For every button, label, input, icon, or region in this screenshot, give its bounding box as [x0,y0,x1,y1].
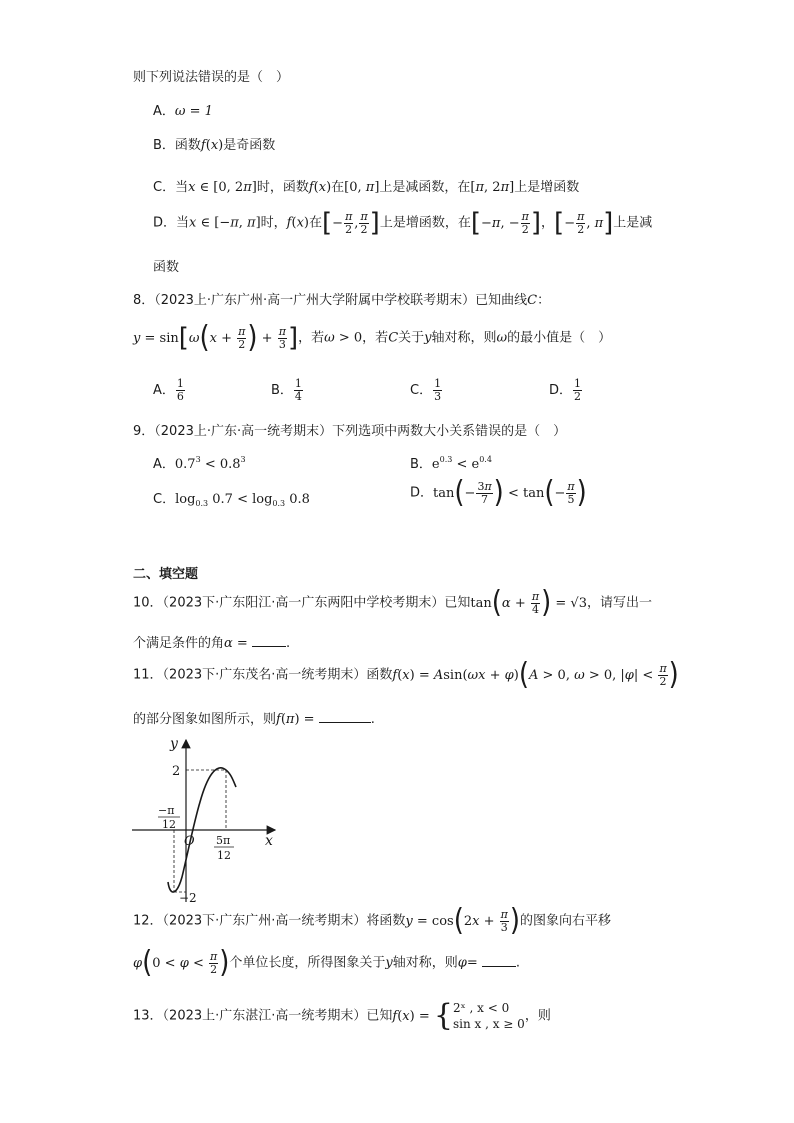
option-text: 在 [308,215,322,231]
stem-text: . [515,955,521,971]
q8-line2 [133,320,612,356]
stem-text: ，请写出一 [586,595,652,611]
stem-text: 10．（2023下·广东阳江·高一广东两阳中学校考期末）已知 [133,595,471,611]
section-title: 二、填空题 [133,567,199,582]
stem-text: ，若 [362,330,389,346]
math-y: y [424,330,432,346]
q11-line2 [133,708,375,727]
stem-text: . [370,712,375,727]
option-text: 上是增函数，在 [379,215,471,231]
math-expr: $e^{0.3} < e^{0.4}$ [431,455,492,472]
case-2: sin x , x ≥ 0 [452,1017,525,1031]
q8-option-c [410,378,443,403]
math-interval: [π, 2π] [470,180,515,195]
stem-text: 个单位长度，所得图象关于 [229,955,386,971]
option-text: 是奇函数 [223,138,276,153]
stem-text: 12．（2023下·广东广州·高一统考期末）将函数 [133,913,406,929]
math-omega: ω [496,330,508,346]
q9-option-b [410,453,492,472]
y-label: y [170,736,178,752]
q9-option-a [153,453,246,472]
stem-text: 个满足条件的角 [133,636,225,651]
math-expr: tan(α + $\frac{\pi}{4}$ ) = √3 [470,585,587,621]
stem-text: 11．（2023下·广东茂名·高一统考期末）函数 [133,667,393,683]
stem-text: 轴对称，则 [431,330,497,346]
math-expr: x ∈ [0, 2π] [188,180,257,195]
option-text: 在 [331,180,345,195]
option-text: 上是减函数，在 [379,180,471,195]
math-phi: φ [457,955,467,971]
math-expr: α = [224,636,252,651]
frac-num: 1 [294,377,302,390]
option-text: 时， [260,215,287,231]
q7-option-d-wrap: 函数 [153,260,180,275]
stem-text: 轴对称，则 [392,955,458,971]
q12-line2 [133,945,521,981]
stem-text: 关于 [398,330,425,346]
q8-stem [133,289,550,308]
origin-label: O [184,834,195,849]
math-expr: f(x) = Asin(ωx + φ)(A > 0, ω > 0, |φ| < $\frac{\pi}{2}$ ) [392,657,679,693]
math-expr: x ∈ [−π, π] [189,215,261,231]
q9-option-c [153,488,310,508]
math-expr: y = cos(2x + $\frac{\pi}{3}$ ) [405,903,521,939]
q10-line2 [133,632,290,651]
right-tick-den: 12 [217,849,231,862]
q7-stem: 则下列说法错误的是（ ） [133,70,290,85]
q9-option-d [410,475,587,511]
option-text: 时，函数 [256,180,309,195]
stem-text: 的最小值是（ ） [507,330,612,346]
q13-stem [133,1000,551,1032]
left-tick-den: 12 [162,818,176,831]
option-text: B．函数 [153,138,201,153]
case-1: 2ˣ , x < 0 [452,1001,510,1015]
right-tick-num: 5π [216,834,231,847]
math-c: C [388,330,399,346]
math-expr: y = sin[ω(x + $\frac{\pi}{2}$ ) + $\frac{\pi}{3}$ ] [133,320,299,356]
stem-text: ，若 [298,330,325,346]
stem-text: ，则 [524,1008,551,1024]
stem-text: 的部分图象如图所示，则 [133,712,277,727]
stem-text: 13．（2023上·广东湛江·高一统考期末）已知 [133,1008,393,1024]
math-c: C [527,293,538,308]
math-interval: [−π, − $\frac{\pi}{2}$ ] [470,208,542,238]
option-label: A． [153,104,175,119]
math-fx: f(x) [286,215,309,231]
left-tick-num: −π [158,804,175,817]
x-label: x [265,833,273,849]
sine-graph [130,732,290,907]
option-text: 上是减 [613,215,653,231]
math-expr: $0.7^3 < 0.8^3$ [174,455,246,472]
math-interval: [0, π] [344,180,380,195]
math-expr: $\log_{0.3} 0.7 < \log_{0.3} 0.8$ [175,492,310,508]
option-text: D．当 [153,215,190,231]
stem-text: 8．（2023上·广东广州·高一广州大学附属中学校联考期末）已知曲线 [133,293,528,308]
q8-option-d [549,378,583,403]
math-expr: φ(0 < φ < $\frac{\pi}{2}$ ) [133,945,230,981]
q7-option-d [153,210,652,236]
q7-option-c [153,176,579,195]
math-fx: f(x) [200,138,224,153]
math-expr: tan(− $\frac{3\pi}{7}$ ) < tan(− $\frac{\pi}{5}$ ) [433,475,587,511]
math-y: y [385,955,393,971]
answer-blank[interactable] [482,954,516,967]
math-expr: ω > 0 [324,330,363,346]
stem-text: 的图象向右平移 [520,913,612,929]
answer-blank[interactable] [319,710,371,723]
q7-option-b [153,134,275,153]
q7-option-a [153,100,213,119]
frac-den: 4 [294,390,302,403]
option-label: C． [410,383,433,398]
frac-den: 3 [434,390,442,403]
option-text: ， [541,215,555,231]
option-text: C．当 [153,180,189,195]
math-interval: [− $\frac{\pi}{2}$ , π] [554,208,614,238]
frac-den: 2 [574,390,582,403]
y-max-label: 2 [172,764,181,779]
stem-text: ： [537,293,551,308]
answer-blank[interactable] [252,634,286,647]
option-label: B． [410,457,432,472]
q10-stem [133,585,652,621]
math-expr: f(π) = [276,712,319,727]
math-interval: [− $\frac{\pi}{2}$ , $\frac{\pi}{2}$ ] [322,208,380,238]
q11-stem [133,657,679,693]
option-text: 上是增函数 [514,180,580,195]
option-label: D． [549,383,573,398]
frac-num: 1 [434,377,442,390]
q8-option-a [153,378,186,403]
q9-stem: 9．（2023上·广东·高一统考期末）下列选项中两数大小关系错误的是（ ） [133,424,567,439]
option-label: C． [153,492,176,507]
option-label: D． [410,485,434,501]
math-expr: ω = 1 [174,104,213,119]
option-label: B． [271,383,293,398]
frac-num: 1 [574,377,582,390]
math-fx: f(x) [308,180,332,195]
stem-text: . [285,636,291,651]
y-min-label: −2 [179,891,197,905]
option-label: A． [153,383,175,398]
frac-den: 6 [176,390,184,403]
q8-option-b [271,378,304,403]
option-label: A． [153,457,175,472]
math-expr: f(x) = { 2ˣ , x < 0 sin x , x ≥ 0 [392,998,525,1033]
q12-stem [133,903,612,939]
frac-num: 1 [176,377,184,390]
math-eq: = [466,955,482,971]
